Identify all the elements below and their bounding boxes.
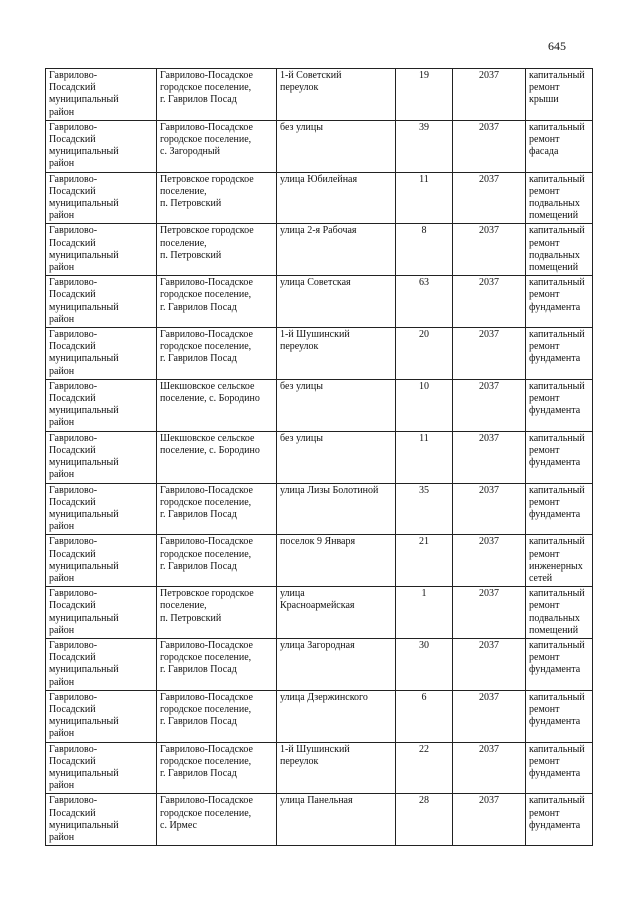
district-cell: Гаврилово- Посадский муниципальный район <box>46 379 157 431</box>
repair-schedule-table <box>45 68 593 846</box>
house-number-cell: 1 <box>396 587 453 639</box>
year-cell: 2037 <box>453 431 526 483</box>
settlement-cell: Гаврилово-Посадское городское поселение, г. Гаврилов Посад <box>157 742 277 794</box>
house-number-cell: 19 <box>396 69 453 121</box>
street-cell: улица Дзержинского <box>277 690 396 742</box>
settlement-cell: Гаврилово-Посадское городское поселение, г. Гаврилов Посад <box>157 69 277 121</box>
work-type-cell: капитальный ремонт фундамента <box>526 690 593 742</box>
district-cell: Гаврилово- Посадский муниципальный район <box>46 276 157 328</box>
year-cell: 2037 <box>453 172 526 224</box>
street-cell: улица Лизы Болотиной <box>277 483 396 535</box>
work-type-cell: капитальный ремонт подвальных помещений <box>526 224 593 276</box>
district-cell: Гаврилово- Посадский муниципальный район <box>46 328 157 380</box>
district-cell: Гаврилово- Посадский муниципальный район <box>46 794 157 846</box>
work-type-cell: капитальный ремонт фундамента <box>526 328 593 380</box>
work-type-cell: капитальный ремонт подвальных помещений <box>526 587 593 639</box>
table-row <box>46 535 593 587</box>
table-row <box>46 276 593 328</box>
house-number-cell: 11 <box>396 431 453 483</box>
settlement-cell: Шекшовское сельское поселение, с. Бородино <box>157 379 277 431</box>
year-cell: 2037 <box>453 638 526 690</box>
settlement-cell: Гаврилово-Посадское городское поселение, г. Гаврилов Посад <box>157 638 277 690</box>
table-row <box>46 431 593 483</box>
district-cell: Гаврилово- Посадский муниципальный район <box>46 224 157 276</box>
house-number-cell: 39 <box>396 120 453 172</box>
work-type-cell: капитальный ремонт фасада <box>526 120 593 172</box>
year-cell: 2037 <box>453 379 526 431</box>
settlement-cell: Петровское городское поселение, п. Петровский <box>157 224 277 276</box>
street-cell: поселок 9 Января <box>277 535 396 587</box>
table-row <box>46 483 593 535</box>
settlement-cell: Гаврилово-Посадское городское поселение, г. Гаврилов Посад <box>157 690 277 742</box>
district-cell: Гаврилово- Посадский муниципальный район <box>46 742 157 794</box>
table-row <box>46 587 593 639</box>
year-cell: 2037 <box>453 69 526 121</box>
year-cell: 2037 <box>453 120 526 172</box>
district-cell: Гаврилово- Посадский муниципальный район <box>46 483 157 535</box>
house-number-cell: 63 <box>396 276 453 328</box>
settlement-cell: Гаврилово-Посадское городское поселение, г. Гаврилов Посад <box>157 535 277 587</box>
year-cell: 2037 <box>453 328 526 380</box>
street-cell: 1-й Советский переулок <box>277 69 396 121</box>
settlement-cell: Гаврилово-Посадское городское поселение, г. Гаврилов Посад <box>157 483 277 535</box>
street-cell: без улицы <box>277 120 396 172</box>
house-number-cell: 20 <box>396 328 453 380</box>
table-row <box>46 120 593 172</box>
street-cell: без улицы <box>277 379 396 431</box>
street-cell: без улицы <box>277 431 396 483</box>
district-cell: Гаврилово- Посадский муниципальный район <box>46 638 157 690</box>
work-type-cell: капитальный ремонт фундамента <box>526 431 593 483</box>
table-row <box>46 794 593 846</box>
table-body <box>46 69 593 846</box>
house-number-cell: 30 <box>396 638 453 690</box>
settlement-cell: Гаврилово-Посадское городское поселение, с. Ирмес <box>157 794 277 846</box>
house-number-cell: 22 <box>396 742 453 794</box>
table-row <box>46 379 593 431</box>
table-row <box>46 742 593 794</box>
year-cell: 2037 <box>453 690 526 742</box>
district-cell: Гаврилово- Посадский муниципальный район <box>46 690 157 742</box>
house-number-cell: 10 <box>396 379 453 431</box>
work-type-cell: капитальный ремонт фундамента <box>526 483 593 535</box>
house-number-cell: 8 <box>396 224 453 276</box>
year-cell: 2037 <box>453 276 526 328</box>
street-cell: улица Панельная <box>277 794 396 846</box>
house-number-cell: 11 <box>396 172 453 224</box>
year-cell: 2037 <box>453 742 526 794</box>
settlement-cell: Шекшовское сельское поселение, с. Бородино <box>157 431 277 483</box>
street-cell: 1-й Шушинский переулок <box>277 742 396 794</box>
street-cell: 1-й Шушинский переулок <box>277 328 396 380</box>
house-number-cell: 28 <box>396 794 453 846</box>
table-row <box>46 328 593 380</box>
work-type-cell: капитальный ремонт подвальных помещений <box>526 172 593 224</box>
work-type-cell: капитальный ремонт фундамента <box>526 742 593 794</box>
year-cell: 2037 <box>453 587 526 639</box>
street-cell: улица 2-я Рабочая <box>277 224 396 276</box>
district-cell: Гаврилово- Посадский муниципальный район <box>46 587 157 639</box>
table-row <box>46 224 593 276</box>
district-cell: Гаврилово- Посадский муниципальный район <box>46 535 157 587</box>
work-type-cell: капитальный ремонт фундамента <box>526 379 593 431</box>
work-type-cell: капитальный ремонт фундамента <box>526 276 593 328</box>
year-cell: 2037 <box>453 483 526 535</box>
district-cell: Гаврилово- Посадский муниципальный район <box>46 69 157 121</box>
year-cell: 2037 <box>453 794 526 846</box>
house-number-cell: 35 <box>396 483 453 535</box>
table-row <box>46 172 593 224</box>
table-row <box>46 69 593 121</box>
table-row <box>46 690 593 742</box>
district-cell: Гаврилово- Посадский муниципальный район <box>46 120 157 172</box>
street-cell: улица Загородная <box>277 638 396 690</box>
work-type-cell: капитальный ремонт инженерных сетей <box>526 535 593 587</box>
page-number: 645 <box>548 39 566 53</box>
street-cell: улица Красноармейская <box>277 587 396 639</box>
street-cell: улица Советская <box>277 276 396 328</box>
table-row <box>46 638 593 690</box>
settlement-cell: Гаврилово-Посадское городское поселение, г. Гаврилов Посад <box>157 328 277 380</box>
year-cell: 2037 <box>453 535 526 587</box>
work-type-cell: капитальный ремонт фундамента <box>526 794 593 846</box>
district-cell: Гаврилово- Посадский муниципальный район <box>46 172 157 224</box>
settlement-cell: Петровское городское поселение, п. Петровский <box>157 172 277 224</box>
work-type-cell: капитальный ремонт крыши <box>526 69 593 121</box>
settlement-cell: Гаврилово-Посадское городское поселение, с. Загородный <box>157 120 277 172</box>
house-number-cell: 6 <box>396 690 453 742</box>
work-type-cell: капитальный ремонт фундамента <box>526 638 593 690</box>
street-cell: улица Юбилейная <box>277 172 396 224</box>
year-cell: 2037 <box>453 224 526 276</box>
settlement-cell: Гаврилово-Посадское городское поселение, г. Гаврилов Посад <box>157 276 277 328</box>
district-cell: Гаврилово- Посадский муниципальный район <box>46 431 157 483</box>
settlement-cell: Петровское городское поселение, п. Петровский <box>157 587 277 639</box>
house-number-cell: 21 <box>396 535 453 587</box>
